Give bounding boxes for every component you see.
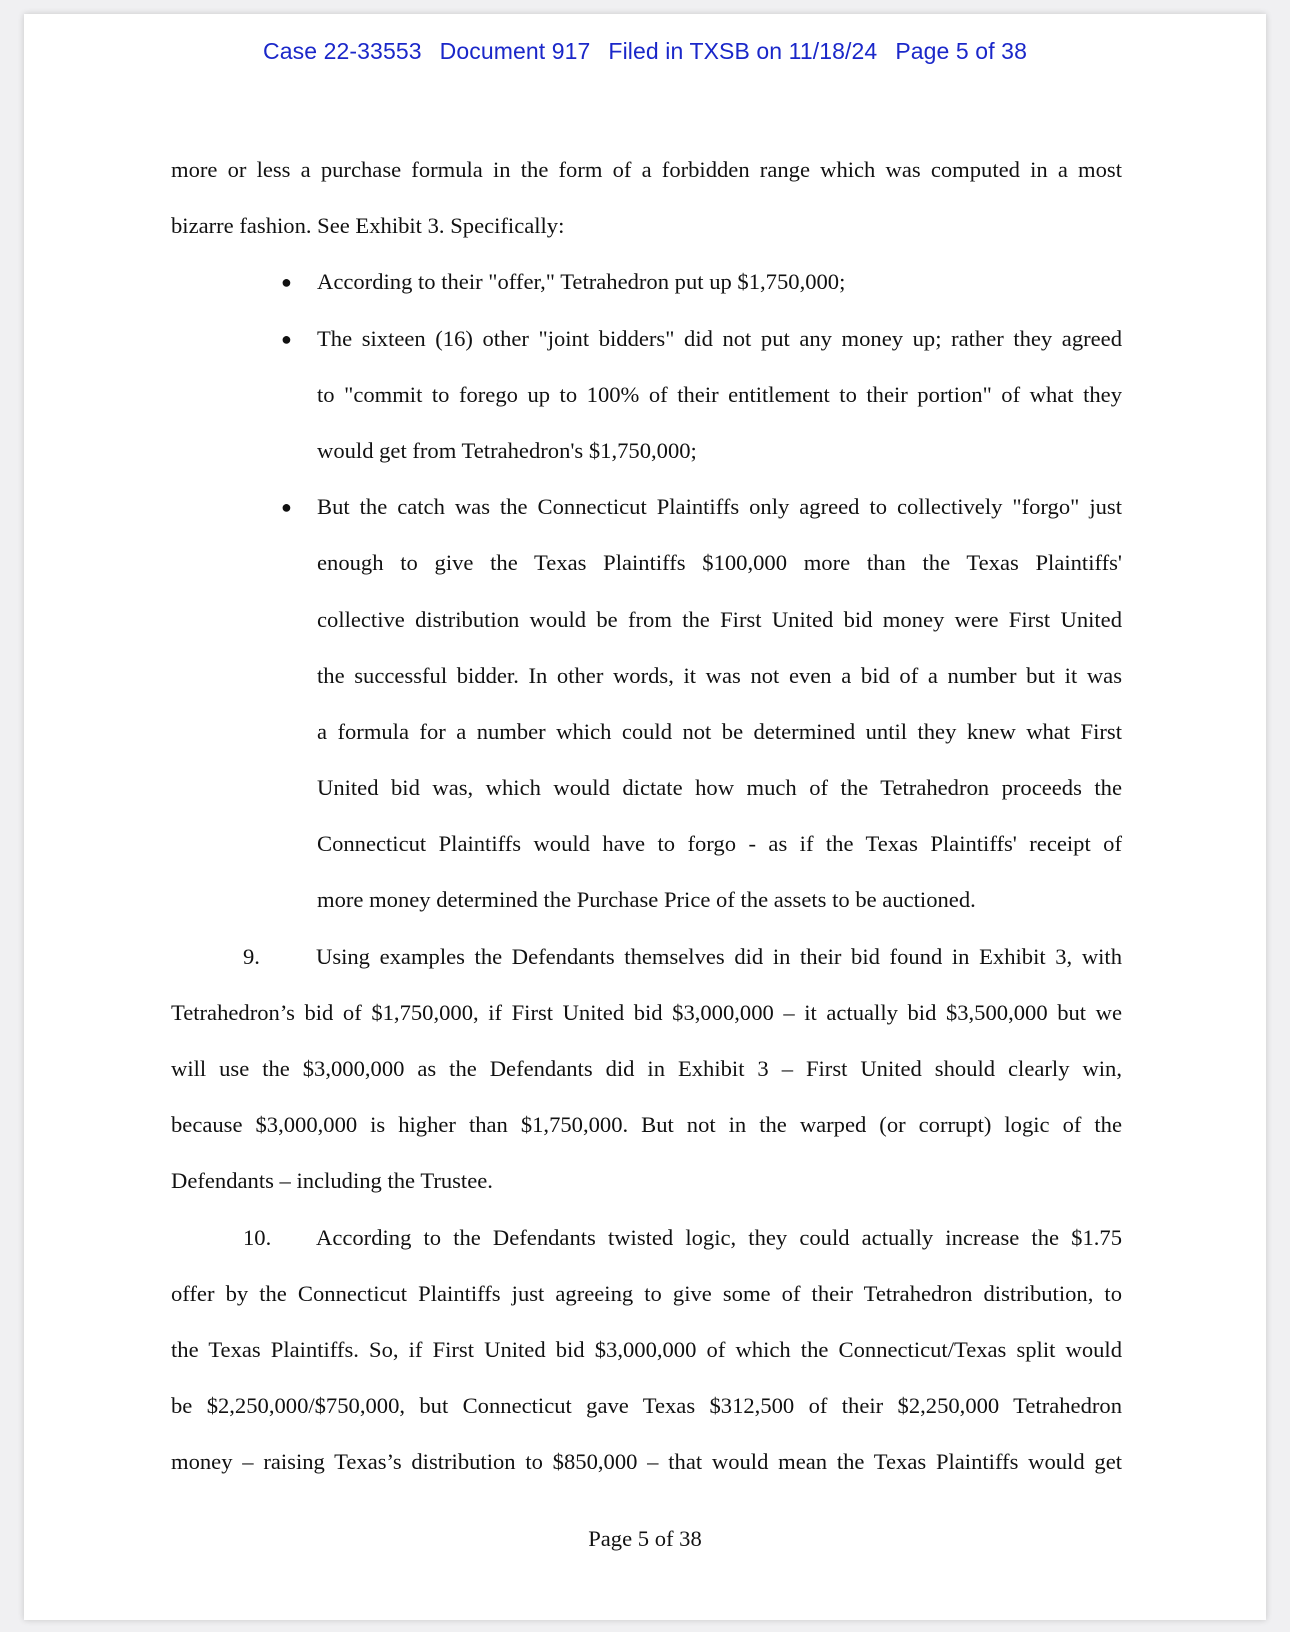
bullet-icon: ● — [281, 497, 292, 518]
paragraph-line: Defendants – including the Trustee. — [171, 1168, 493, 1194]
paragraph-first-line — [171, 929, 1122, 985]
bullet-item — [171, 311, 1122, 480]
bullet-line: would get from Tetrahedron's $1,750,000; — [317, 437, 697, 463]
bullet-icon: ● — [281, 272, 292, 293]
bullet-icon: ● — [281, 328, 292, 349]
paragraph-line: the Texas Plaintiffs. So, if First United bid $3,000,000 of which the Connecticut/Texas split would — [171, 1336, 1122, 1362]
bullet-line: enough to give the Texas Plaintiffs $100,000 more than the Texas Plaintiffs' — [317, 550, 1122, 576]
paragraph-line: will use the $3,000,000 as the Defendants did in Exhibit 3 – First United should clearly win, — [171, 1056, 1122, 1081]
bullet-line: The sixteen (16) other "joint bidders" did not put any money up; rather they agreed — [317, 325, 1122, 351]
bullet-item — [171, 479, 1122, 929]
paragraph-10 — [171, 1210, 1122, 1491]
paragraph-number: 10. — [243, 1224, 272, 1250]
paragraph-line: money – raising Texas’s distribution to $850,000 – that would mean the Texas Plaintiffs would get — [171, 1449, 1122, 1475]
bullet-line: United bid was, which would dictate how much of the Tetrahedron proceeds the — [317, 775, 1122, 801]
intro-line: bizarre fashion. See Exhibit 3. Specifically: — [171, 213, 565, 239]
intro-line: more or less a purchase formula in the form of a forbidden range which was computed in a most — [171, 157, 1122, 182]
paragraph-line: offer by the Connecticut Plaintiffs just agreeing to give some of their Tetrahedron distribution, to — [171, 1280, 1122, 1306]
bullet-line: Connecticut Plaintiffs would have to forgo - as if the Texas Plaintiffs' receipt of — [317, 831, 1122, 857]
paragraph-text: According to the Defendants twisted logic, they could actually increase the $1.75 — [316, 1224, 1122, 1250]
paragraph-line: be $2,250,000/$750,000, but Connecticut gave Texas $312,500 of their $2,250,000 Tetrahedron — [171, 1393, 1122, 1419]
body-text — [171, 142, 1122, 1491]
header-case: Case 22-33553 — [263, 38, 422, 64]
bullet-line: According to their "offer," Tetrahedron put up $1,750,000; — [317, 269, 846, 295]
paragraph-first-line — [171, 1210, 1122, 1266]
bullet-item — [171, 254, 1122, 310]
bullet-line: collective distribution would be from the First United bid money were First United — [317, 606, 1122, 632]
document-page — [24, 14, 1266, 1620]
bullet-line: But the catch was the Connecticut Plaintiffs only agreed to collectively "forgo" just — [317, 494, 1122, 520]
bullet-line: a formula for a number which could not be determined until they knew what First — [317, 718, 1122, 744]
paragraph-line: because $3,000,000 is higher than $1,750,000. But not in the warped (or corrupt) logic of the — [171, 1112, 1122, 1138]
header-page: Page 5 of 38 — [895, 38, 1027, 64]
page-footer: Page 5 of 38 — [588, 1526, 702, 1551]
paragraph-number: 9. — [243, 943, 260, 969]
paragraph-9 — [171, 929, 1122, 1210]
ecf-header — [24, 38, 1266, 65]
bullet-line: the successful bidder. In other words, it was not even a bid of a number but it was — [317, 662, 1122, 688]
header-filed: Filed in TXSB on 11/18/24 — [608, 38, 878, 64]
paragraph-text: Using examples the Defendants themselves did in their bid found in Exhibit 3, with — [316, 943, 1122, 969]
bullet-line: more money determined the Purchase Price of the assets to be auctioned. — [317, 887, 976, 913]
header-document: Document 917 — [439, 38, 591, 64]
bullet-line: to "commit to forego up to 100% of their entitlement to their portion" of what they — [317, 381, 1122, 407]
paragraph-line: Tetrahedron’s bid of $1,750,000, if First United bid $3,000,000 – it actually bid $3,500,000 but we — [171, 999, 1122, 1025]
